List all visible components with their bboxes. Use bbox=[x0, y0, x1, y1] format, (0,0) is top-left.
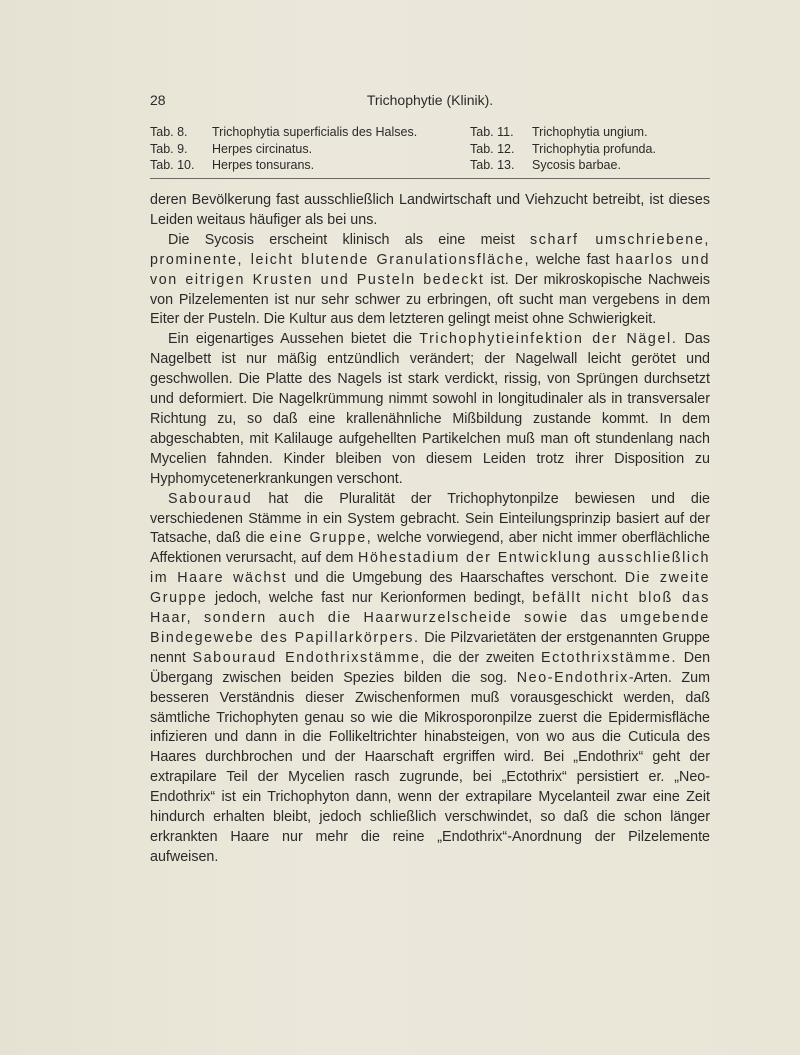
plate-title: Trichophytia profunda. bbox=[532, 141, 656, 156]
paragraph-text: die der zweiten bbox=[425, 649, 542, 666]
paragraph-text: hat die Pluralität der Trichophytonpilze bewiesen und die verschiedenen Stämme in ein System gebracht. Sein Einteilungsprinzip basiert auf der Tatsache, daß die bbox=[150, 490, 710, 547]
plate-number: Tab. 9. bbox=[150, 141, 188, 156]
plate-list bbox=[150, 124, 710, 174]
paragraph-text: Den Übergang zwischen beiden Spezies bilden die sog. bbox=[150, 649, 711, 686]
spaced-emphasis: Trichophytieinfektion der Nägel. bbox=[419, 331, 678, 348]
plate-title: Herpes tonsurans. bbox=[212, 158, 315, 172]
spaced-emphasis: Neo-Endothrix bbox=[516, 669, 629, 686]
paragraph-text: -Arten. Zum besseren Verständnis dieser Zwischenformen muß vorausgeschickt werden, daß sämtliche Trichophyten genau so wie die Mikrosporonpilze zuerst die Epidermisfläche infizieren und dann in die Follikeltrichter hinabsteigen, von wo aus die Cuticula des Haares durchbrochen und der Haarschaft ergriffen wird. Bei „Endothrix“ geht der extrapilare Teil der Mycelien rasch zugrunde, bei „Ectothrix“ persistiert er. „Neo-Endothrix“ ist ein Trichophyton dann, wenn der extrapilare Mycelanteil zwar eine Zeit hindurch erhalten bleibt, jedoch schließlich verschwindet, so daß die schon länger erkrankten Haare nur mehr die reine „Endothrix“-Anordnung der Pilzelemente aufweisen. bbox=[150, 669, 710, 865]
paragraph-text: welche vorwiegend, aber nicht immer oberflächliche Affektionen verursacht, auf dem bbox=[150, 530, 710, 567]
plate-row bbox=[150, 124, 710, 141]
paragraph bbox=[150, 330, 710, 489]
paragraph-text: Das Nagelbett ist nur mäßig entzündlich verändert; der Nagelwall leicht gerötet und geschwollen. Die Platte des Nagels ist stark verdickt, rissig, von Sprüngen durchsetzt und deformiert. Die Nagelkrümmung nimmt sowohl in longitudinaler als in transversaler Richtung zu, so daß eine krallenähnliche Mißbildung zustande kommt. In dem abgeschabten, mit Kalilauge aufgehellten Partikelchen muß man oft stundenlang nach Mycelien fahnden. Kinder bleiben von diesem Leiden trotz ihrer Disposition zu Hyphomycetenerkrankungen verschont. bbox=[150, 331, 710, 487]
plate-number: Tab. 8. bbox=[150, 125, 188, 139]
spaced-emphasis: Ectothrixstämme. bbox=[541, 649, 678, 666]
spaced-emphasis: scharf umschriebene, prominente, leicht blutende Granulationsfläche, bbox=[150, 231, 710, 268]
page-header bbox=[150, 92, 710, 114]
plate-title: Trichophytia ungium. bbox=[532, 125, 648, 139]
plate-number: Tab. 13. bbox=[470, 158, 515, 172]
divider-rule bbox=[150, 178, 710, 179]
spaced-emphasis: haarlos und von eitrigen Krusten und Pusteln bedeckt bbox=[150, 251, 710, 288]
spaced-emphasis: befällt nicht bloß das Haar, sondern auch die Haarwurzelscheide sowie das umgebende Bindegewebe des Papillarkörpers. bbox=[150, 590, 710, 646]
spaced-emphasis: Höhestadium der Entwicklung ausschließlich im Haare wächst bbox=[150, 550, 710, 587]
paragraph-text: und die Umgebung des Haarschaftes verschont. bbox=[287, 570, 625, 587]
plate-row bbox=[150, 157, 710, 174]
paragraph-text: deren Bevölkerung fast ausschließlich Landwirtschaft und Viehzucht betreibt, ist dieses Leiden weitaus häufiger als bei uns. bbox=[150, 192, 710, 228]
paragraph bbox=[150, 490, 710, 868]
spaced-emphasis: Die zweite Gruppe bbox=[150, 570, 711, 607]
plate-title: Trichophytia superficialis des Halses. bbox=[212, 125, 418, 139]
paragraph-text: welche fast bbox=[530, 251, 616, 268]
spaced-emphasis: Sabouraud bbox=[168, 490, 253, 507]
plate-number: Tab. 11. bbox=[470, 125, 514, 139]
paragraph bbox=[150, 191, 710, 231]
plate-title: Sycosis barbae. bbox=[532, 158, 621, 172]
body-text bbox=[150, 191, 710, 868]
plate-number: Tab. 12. bbox=[470, 141, 515, 156]
plate-title: Herpes circinatus. bbox=[212, 141, 313, 156]
spaced-emphasis: eine Gruppe, bbox=[269, 530, 373, 547]
paragraph-text: Ein eigenartiges Aussehen bietet die bbox=[168, 331, 420, 348]
paragraph-text: ist. Der mikroskopische Nachweis von Pilzelementen ist nur sehr schwer zu erbringen, oft sucht man vergebens in dem Eiter der Pusteln. Die Kultur aus dem letzteren gelingt meist ohne Schwierigkeit. bbox=[150, 271, 711, 328]
paragraph-text: Die Sycosis erscheint klinisch als eine meist bbox=[168, 231, 530, 248]
paragraph-text: Die Pilzvarietäten der erstgenannten Gruppe nennt bbox=[150, 629, 710, 666]
spaced-emphasis: Sabouraud Endothrixstämme, bbox=[192, 649, 426, 666]
paragraph-text: jedoch, welche fast nur Kerionformen bedingt, bbox=[207, 590, 533, 607]
plate-number: Tab. 10. bbox=[150, 158, 195, 172]
running-title: Trichophytie (Klinik). bbox=[366, 92, 494, 108]
page-number: 28 bbox=[150, 92, 166, 108]
paragraph bbox=[150, 231, 710, 331]
plate-row bbox=[150, 141, 710, 158]
